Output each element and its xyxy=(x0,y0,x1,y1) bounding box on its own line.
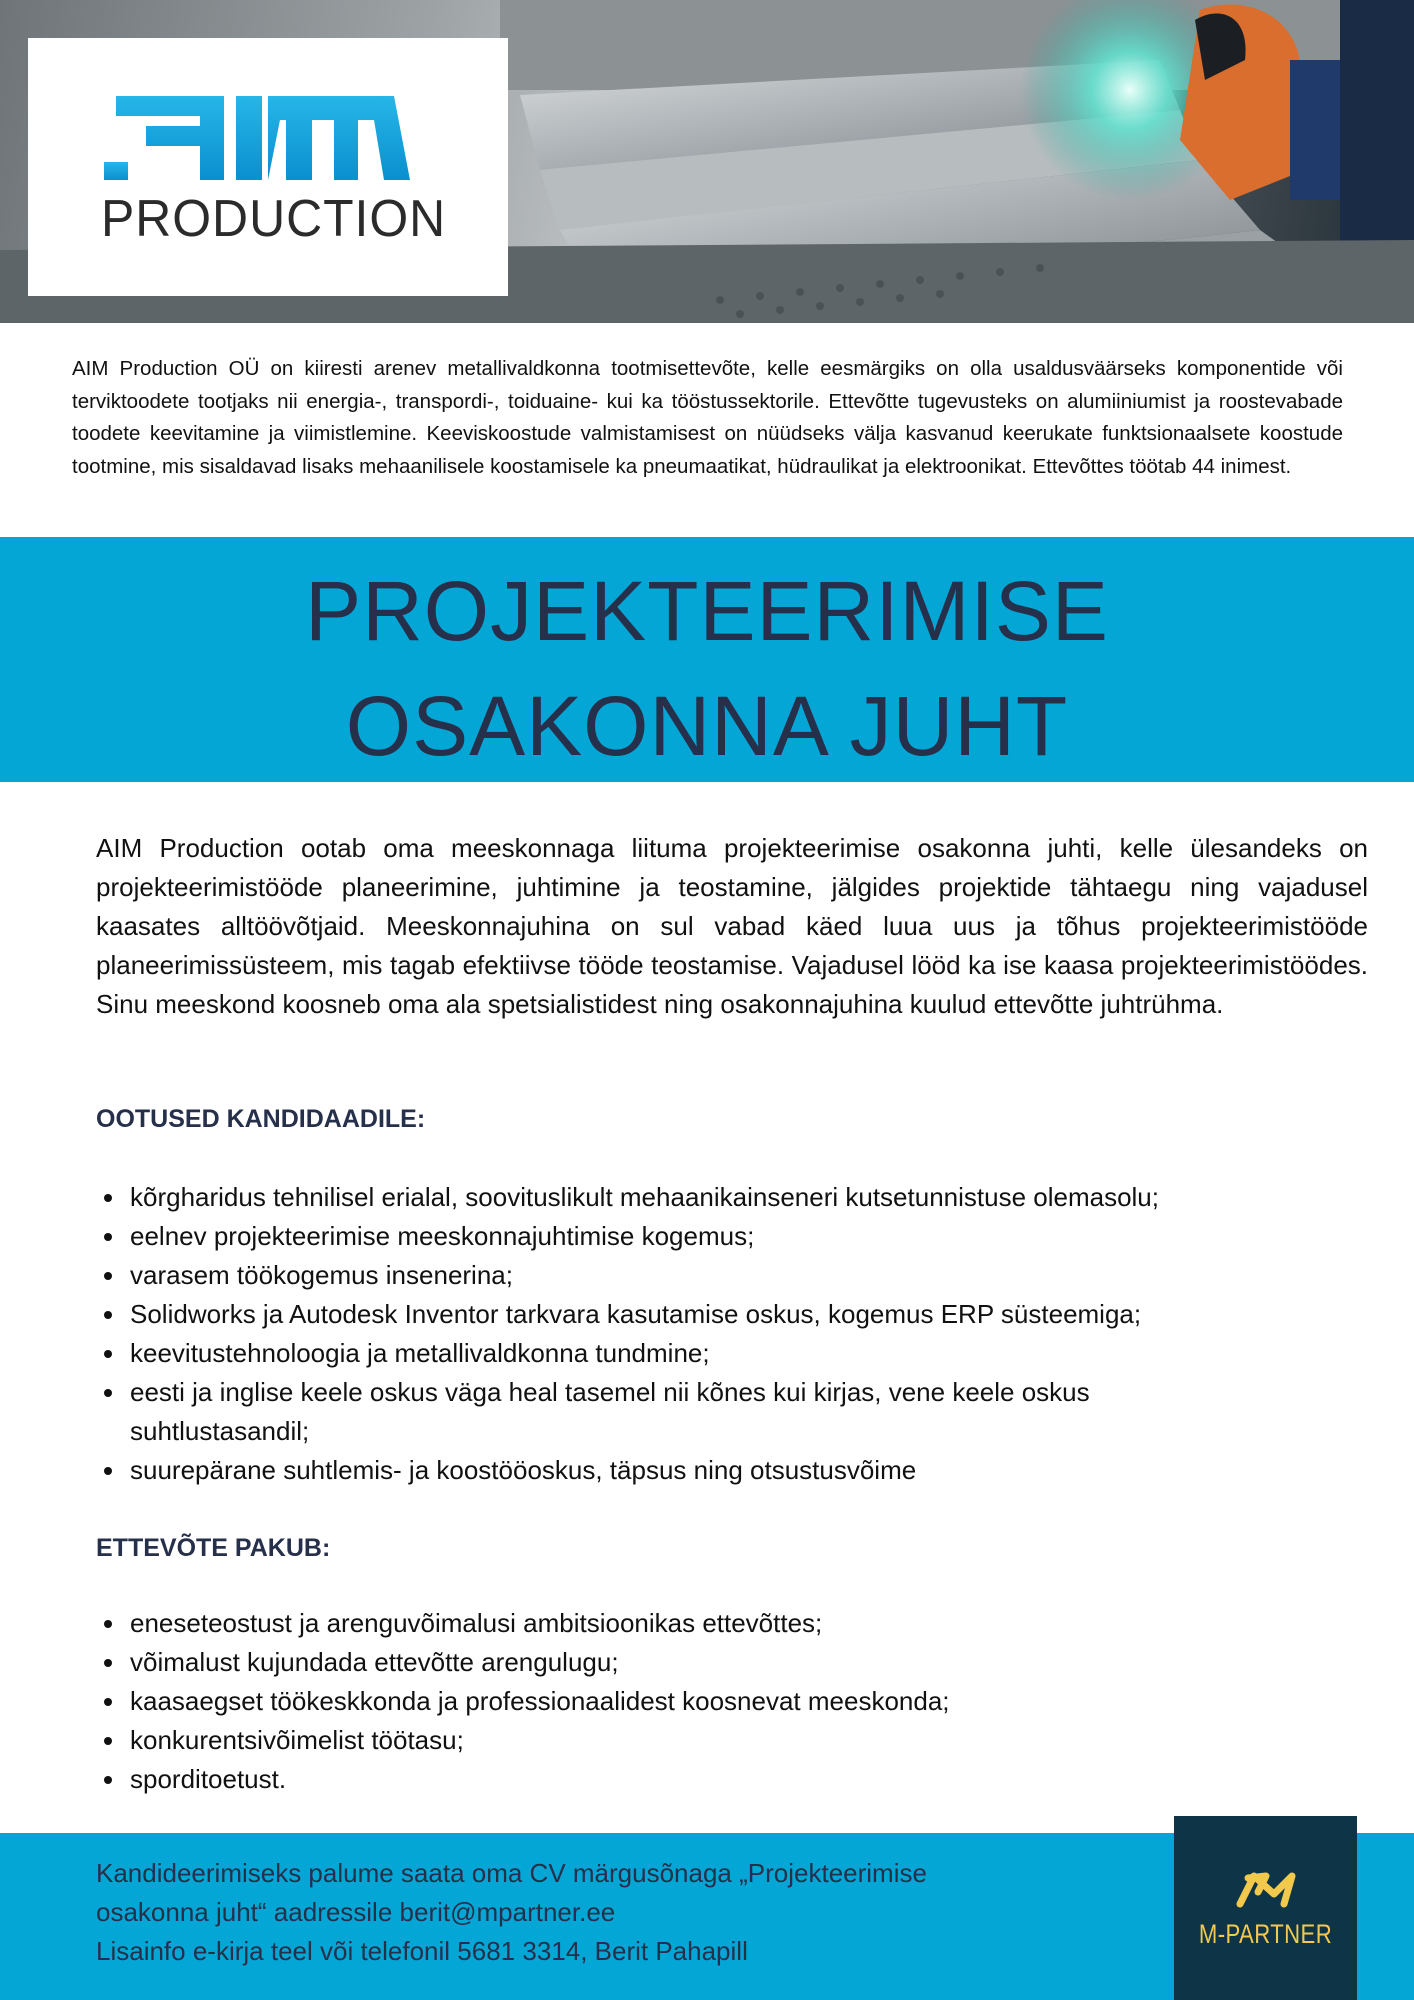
expectations-list xyxy=(96,1178,1296,1490)
aim-production-logo xyxy=(28,38,508,296)
job-title-line-2: OSAKONNA JUHT xyxy=(345,679,1069,773)
list-item: eesti ja inglise keele oskus väga heal tasemel nii kõnes kui kirjas, vene keele oskus suhtlustasandil; xyxy=(96,1373,1246,1451)
list-item: kaasaegset töökeskkonda ja professionaalidest koosnevat meeskonda; xyxy=(96,1682,1296,1721)
list-item: kõrgharidus tehnilisel erialal, soovituslikult mehaanikainseneri kutsetunnistuse olemasolu; xyxy=(96,1178,1296,1217)
list-item: eelnev projekteerimise meeskonnajuhtimise kogemus; xyxy=(96,1217,1296,1256)
company-intro: AIM Production OÜ on kiiresti arenev metallivaldkonna tootmisettevõte, kelle eesmärgiks on olla usaldusväärseks komponentide või terviktoodete tootjaks nii energia-, transpordi-, toiduaine- kui ka tööstussektorile. Ettevõtte tugevusteks on alumiiniumist ja roostevabade toodete keevitamine ja viimistlemine. Keeviskoostude valmistamisest on nüüdseks välja kasvanud keerukate funktsionaalsete koostude tootmine, mis sisaldavad lisaks mehaanilisele koostamisele ka pneumaatikat, hüdraulikat ja elektroonikat. Ettevõttes töötab 44 inimest. xyxy=(72,357,1343,478)
list-item: keevitustehnoloogia ja metallivaldkonna tundmine; xyxy=(96,1334,1296,1373)
job-title-line-1: PROJEKTEERIMISE xyxy=(305,564,1109,658)
job-description: AIM Production ootab oma meeskonnaga liituma projekteerimise osakonna juhti, kelle ülesandeks on projekteerimistööde planeerimine, juhtimine ja teostamine, jälgides projektide tähtaegu ning vajadusel kaasates alltöövõtjaid. Meeskonnajuhina on sul vabad käed luua uus ja tõhus projekteerimistööde planeerimissüsteem, mis tagab efektiivse tööde teostamise. Vajadusel lööd ka ise kaasa projekteerimistöödes. Sinu meeskond koosneb oma ala spetsialistidest ning osakonnajuhina kuulud ettevõtte juhtrühma. xyxy=(96,833,1368,1019)
contact-line-3: Lisainfo e-kirja teel või telefonil 5681 3314, Berit Pahapill xyxy=(96,1936,748,1966)
contact-line-1: Kandideerimiseks palume saata oma CV märgusõnaga „Projekteerimise xyxy=(96,1858,927,1888)
list-item: Solidworks ja Autodesk Inventor tarkvara kasutamise oskus, kogemus ERP süsteemiga; xyxy=(96,1295,1296,1334)
list-item: võimalust kujundada ettevõtte arengulugu; xyxy=(96,1643,1296,1682)
logo-wordmark: PRODUCTION xyxy=(101,190,447,248)
list-item: suurepärane suhtlemis- ja koostööoskus, täpsus ning otsustusvõime xyxy=(96,1451,1296,1490)
list-item: varasem töökogemus insenerina; xyxy=(96,1256,1296,1295)
aim-logo-mark-icon xyxy=(28,38,508,188)
expectations-heading: OOTUSED KANDIDAADILE: xyxy=(96,1105,426,1133)
list-item: eneseteostust ja arenguvõimalusi ambitsioonikas ettevõttes; xyxy=(96,1604,1296,1643)
header-photo xyxy=(0,0,1414,323)
contact-line-2: osakonna juht“ aadressile berit@mpartner.ee xyxy=(96,1897,616,1927)
offer-heading: ETTEVÕTE PAKUB: xyxy=(96,1534,331,1562)
m-partner-logo xyxy=(1174,1816,1357,2000)
list-item: sporditoetust. xyxy=(96,1760,1296,1799)
list-item: konkurentsivõimelist töötasu; xyxy=(96,1721,1296,1760)
m-partner-mark-icon xyxy=(1174,1816,1357,1916)
offer-list xyxy=(96,1604,1296,1799)
contact-info xyxy=(96,1854,1116,1971)
partner-name: M-PARTNER xyxy=(1198,1919,1333,1949)
